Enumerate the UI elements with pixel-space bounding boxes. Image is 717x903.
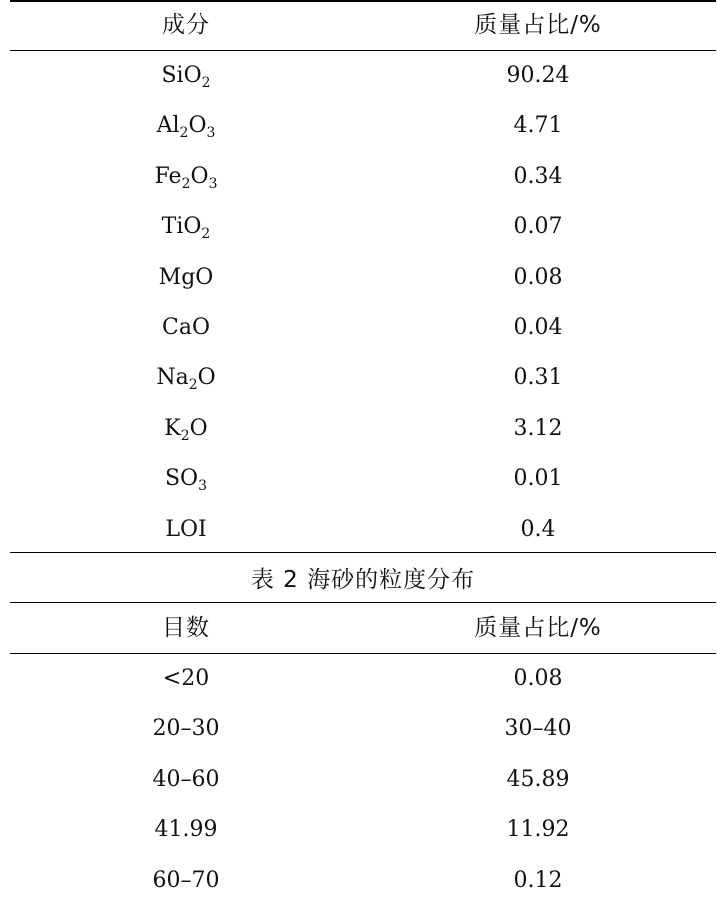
mass-fraction-cell: 0.4 xyxy=(520,517,556,542)
mass-fraction-cell: 0.34 xyxy=(513,164,563,189)
mass-fraction-cell: 0.01 xyxy=(513,466,563,491)
component-cell xyxy=(86,466,286,494)
mass-fraction-cell: 30–40 xyxy=(504,716,572,741)
table1-header-mass-fraction: 质量占比/% xyxy=(474,12,602,38)
mesh-cell: 41.99 xyxy=(154,817,218,842)
formula-text: K xyxy=(164,416,181,441)
formula-text: Al xyxy=(156,113,180,138)
formula-text: Fe xyxy=(154,164,182,189)
formula-subscript: 2 xyxy=(179,125,189,141)
formula-text: O xyxy=(197,365,216,390)
formula-text: Si xyxy=(161,63,184,88)
table2-header-rule xyxy=(10,653,716,654)
mass-fraction-cell: 0.07 xyxy=(513,214,563,239)
component-cell xyxy=(86,365,286,393)
formula-text: SO xyxy=(164,466,199,491)
mesh-cell: 40–60 xyxy=(152,767,220,792)
formula-subscript: 2 xyxy=(188,377,198,393)
formula-text: Na xyxy=(156,365,189,390)
mesh-cell: 60–70 xyxy=(152,868,220,893)
mass-fraction-cell: 0.12 xyxy=(513,868,563,893)
formula-text: CaO xyxy=(162,315,210,340)
mesh-cell: 20–30 xyxy=(152,716,220,741)
component-cell xyxy=(86,317,286,339)
formula-subscript: 3 xyxy=(208,176,218,192)
table1-top-rule xyxy=(10,0,716,2)
formula-subscript: 2 xyxy=(201,75,211,91)
formula-text: O xyxy=(188,113,207,138)
component-cell xyxy=(86,267,286,289)
formula-text: O xyxy=(183,214,202,239)
component-cell xyxy=(86,113,286,141)
table1-header-component: 成分 xyxy=(162,12,210,38)
table2-header-mesh: 目数 xyxy=(162,615,210,641)
formula-text: O xyxy=(190,164,209,189)
table2-caption: 表 2 海砂的粒度分布 xyxy=(250,567,476,593)
formula-text: LOI xyxy=(165,517,207,542)
formula-subscript: 2 xyxy=(180,428,190,444)
mass-fraction-cell: 3.12 xyxy=(513,416,563,441)
formula-text: O xyxy=(183,63,202,88)
mass-fraction-cell: 0.08 xyxy=(513,265,563,290)
mass-fraction-cell: 0.04 xyxy=(513,315,563,340)
mass-fraction-cell: 90.24 xyxy=(506,63,570,88)
mass-fraction-cell: 4.71 xyxy=(513,113,563,138)
mass-fraction-cell: 0.08 xyxy=(513,666,563,691)
formula-text: MgO xyxy=(158,265,214,290)
component-cell xyxy=(86,214,286,242)
table2-header-mass-fraction: 质量占比/% xyxy=(474,615,602,641)
formula-subscript: 2 xyxy=(181,176,191,192)
formula-text: O xyxy=(189,416,208,441)
formula-text: Ti xyxy=(161,214,184,239)
component-cell xyxy=(86,164,286,192)
mass-fraction-cell: 0.31 xyxy=(513,365,563,390)
table2-top-rule xyxy=(10,602,716,603)
formula-subscript: 3 xyxy=(206,125,216,141)
formula-subscript: 2 xyxy=(201,226,211,242)
table1-bottom-rule xyxy=(10,552,716,553)
mesh-cell: <20 xyxy=(162,666,210,691)
component-cell xyxy=(86,519,286,541)
component-cell xyxy=(86,63,286,91)
table1-header-rule xyxy=(10,50,716,51)
mass-fraction-cell: 45.89 xyxy=(506,767,570,792)
component-cell xyxy=(86,416,286,444)
mass-fraction-cell: 11.92 xyxy=(506,817,570,842)
formula-subscript: 3 xyxy=(198,478,208,494)
